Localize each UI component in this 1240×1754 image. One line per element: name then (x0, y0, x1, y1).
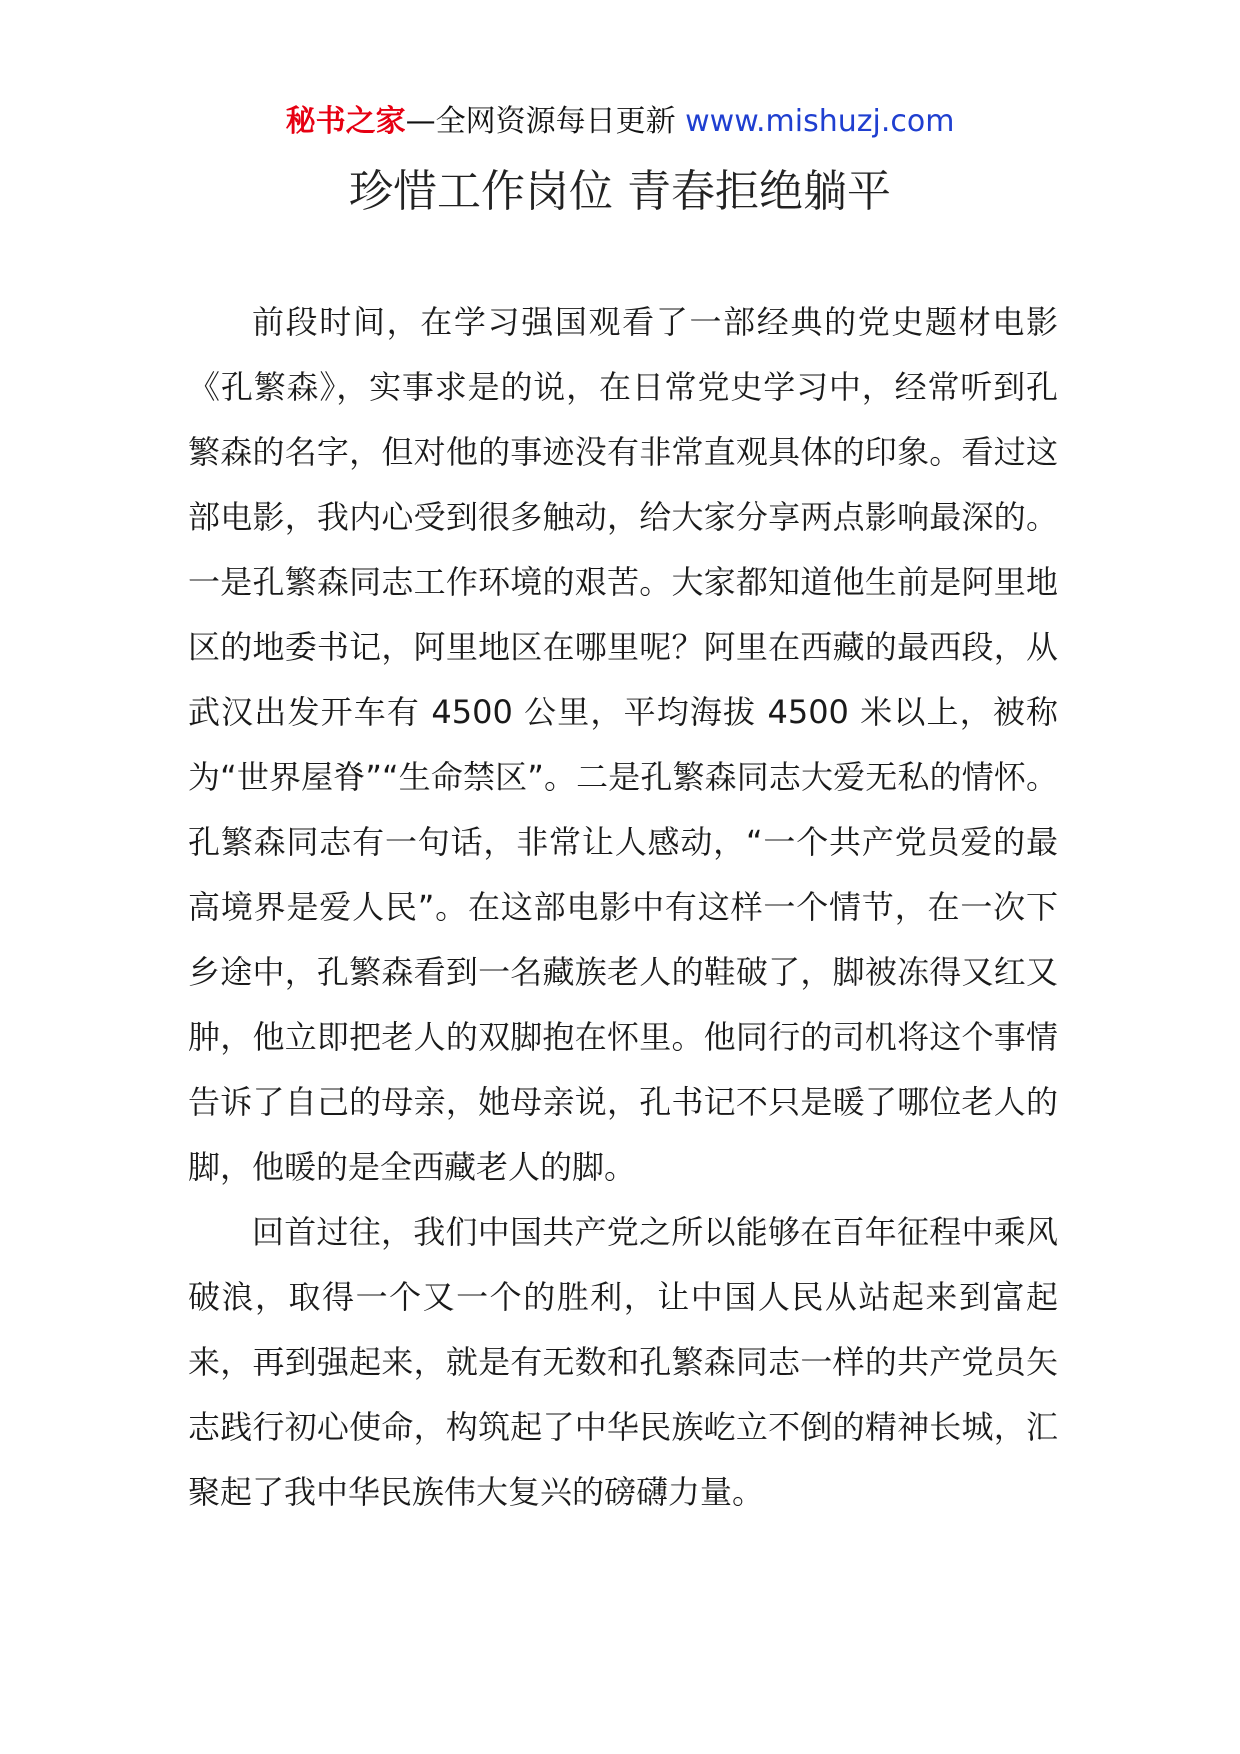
site-header (0, 102, 1240, 142)
paragraph-1: 前段时间，在学习强国观看了一部经典的党史题材电影《孔繁森》，实事求是的说，在日常党史学习中，经常听到孔繁森的名字，但对他的事迹没有非常直观具体的印象。看过这部电影，我内心受到很多触动，给大家分享两点影响最深的。一是孔繁森同志工作环境的艰苦。大家都知道他生前是阿里地区的地委书记，阿里地区在哪里呢？阿里在西藏的最西段，从武汉出发开车有 4500 公里，平均海拔 4500 米以上，被称为“世界屋脊”“生命禁区”。二是孔繁森同志大爱无私的情怀。孔繁森同志有一句话，非常让人感动，“一个共产党员爱的最高境界是爱人民”。在这部电影中有这样一个情节，在一次下乡途中，孔繁森看到一名藏族老人的鞋破了，脚被冻得又红又肿，他立即把老人的双脚抱在怀里。他同行的司机将这个事情告诉了自己的母亲，她母亲说，孔书记不只是暖了哪位老人的脚，他暖的是全西藏老人的脚。 (188, 303, 1058, 1186)
header-slogan: —全网资源每日更新 (405, 104, 686, 139)
paragraph-2: 回首过往，我们中国共产党之所以能够在百年征程中乘风破浪，取得一个又一个的胜利，让中国人民从站起来到富起来，再到强起来，就是有无数和孔繁森同志一样的共产党员矢志践行初心使命，构筑起了中华民族屹立不倒的精神长城，汇聚起了我中华民族伟大复兴的磅礴力量。 (188, 1213, 1058, 1511)
document-body (188, 290, 1058, 1525)
site-url-link[interactable]: www.mishuzj.com (685, 104, 955, 139)
brand-name: 秘书之家 (285, 104, 406, 139)
document-title: 珍惜工作岗位 青春拒绝躺平 (349, 166, 891, 217)
